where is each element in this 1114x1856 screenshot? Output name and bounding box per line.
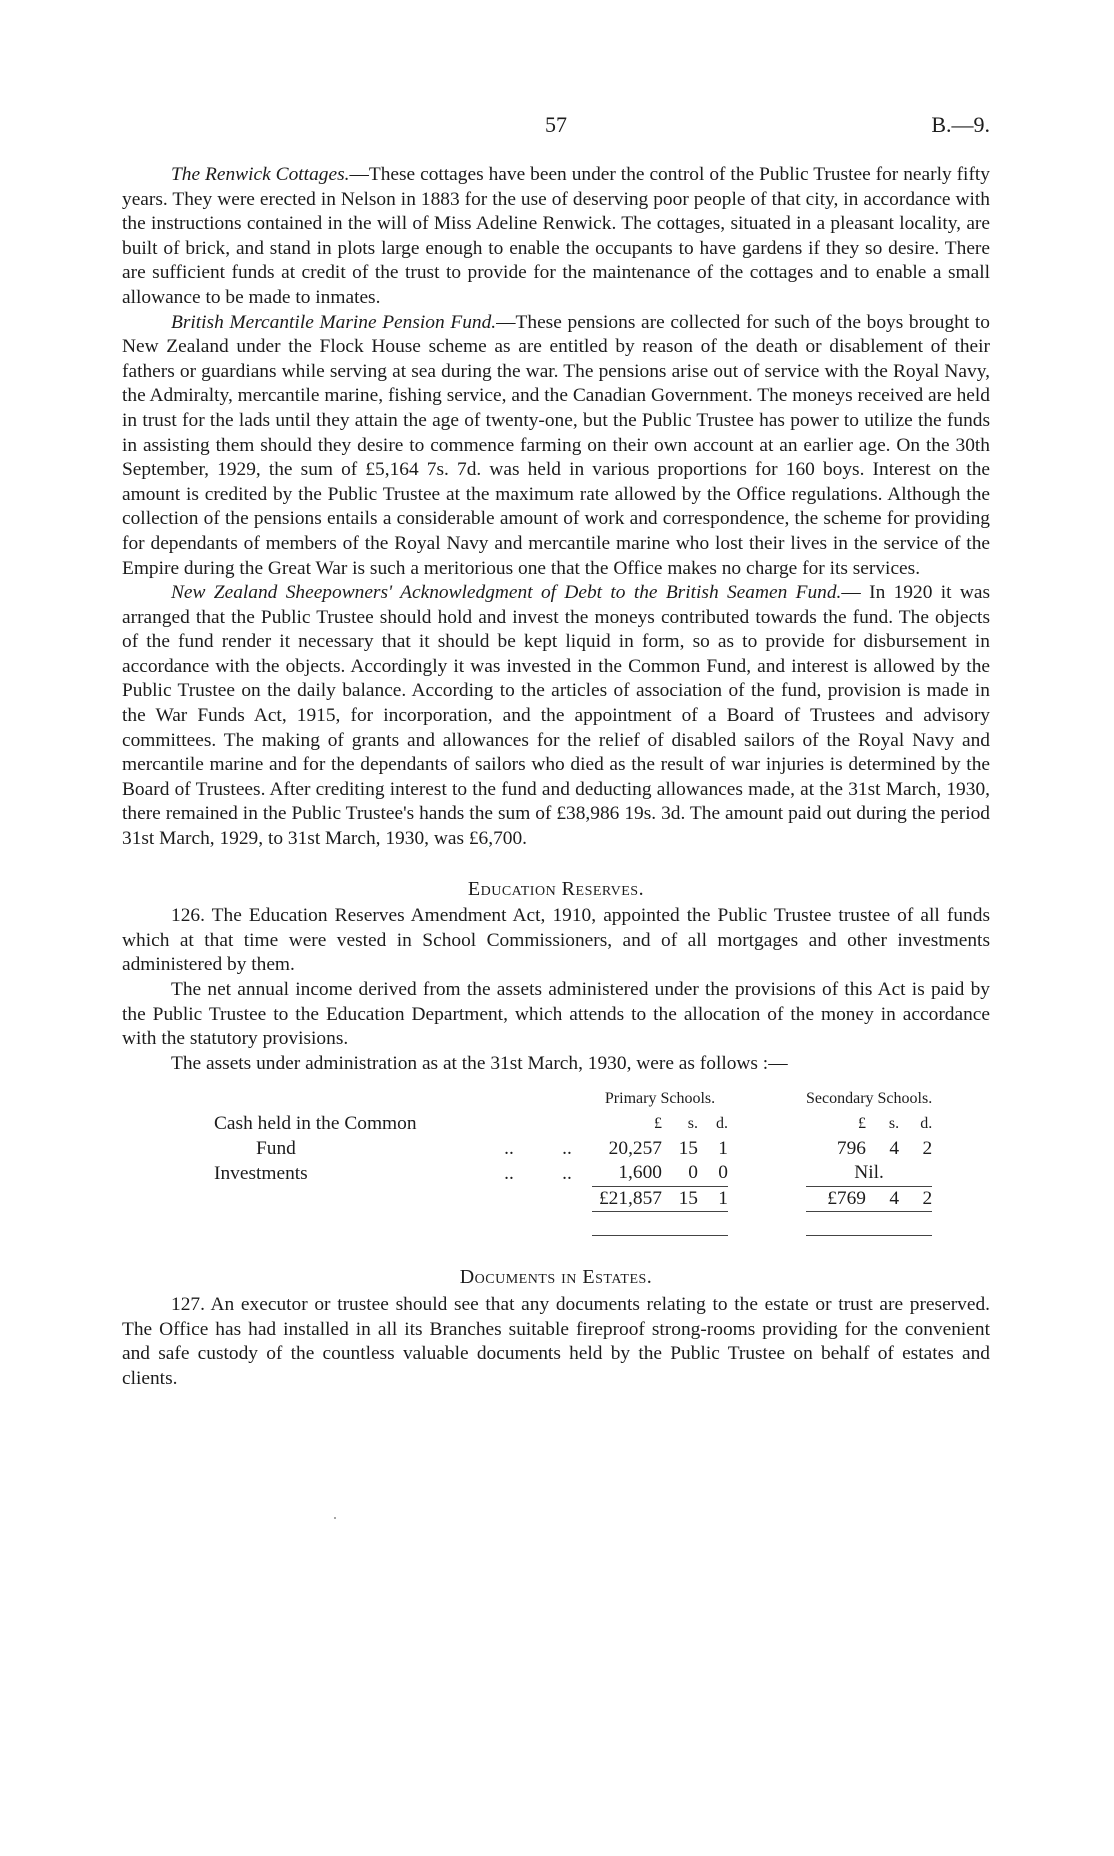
secondary-double-rule [806,1212,932,1236]
secondary-schools-header: Secondary Schools. [806,1090,933,1108]
paragraph-title: New Zealand Sheepowners' Acknowledgment of Debt to the British Seamen Fund. [171,582,842,604]
leader-dots: .. [504,1137,514,1159]
primary-schools-header: Primary Schools. [604,1090,716,1108]
unit-pounds: £ [654,1114,662,1132]
unit-shillings: s. [888,1114,900,1132]
primary-total-pence: 1 [698,1186,728,1212]
table-group-header-row [214,1087,932,1112]
row-label: Fund [256,1137,296,1159]
paragraph-text: — In 1920 it was arranged that the Public Trustee should hold and invest the moneys contributed towards the fund. The objects of the fund render it necessary that it should be kept liquid in form, so as to provide for disbursement in accordance with the objects. Accordingly it was invested in the Common Fund, and interest is allowed by the Public Trustee on the daily balance. According to the articles of association of the fund, provision is made in the War Funds Act, 1915, for incorporation, and the appointment of a Board of Trustees and advisory committees. The making of grants and allowances for the relief of disabled sailors of the Royal Navy and mercantile marine and for the dependants of sailors who died as the result of war injuries is determined by the Board of Trustees. After crediting interest to the fund and deducting allowances made, at the 31st March, 1930, there remained in the Public Trustee's hands the sum of £38,986 19s. 3d. The amount paid out during the period 31st March, 1929, to 31st March, 1930, was £6,700. [122,582,990,850]
secondary-total-shillings: 4 [866,1186,899,1212]
paragraph-sheepowners-fund [122,581,990,852]
section-heading-education-reserves: Education Reserves. [467,877,645,900]
paragraph-127: 127. An executor or trustee should see that any documents relating to the estate or trust are preserved. The Office has had installed in all its Branches suitable fireproof strong-rooms providing for the convenient and safe custody of the countless valuable documents held by the Public Trustee on behalf of estates and clients. [122,1293,990,1389]
table-row [214,1112,932,1137]
paragraph-mercantile-marine [122,311,990,582]
secondary-pence: 2 [922,1137,933,1159]
primary-total-pounds: £21,857 [592,1186,662,1212]
secondary-pounds: 796 [836,1137,866,1159]
section-heading-documents-in-estates: Documents in Estates. [459,1266,653,1289]
table-total-row [214,1186,932,1212]
unit-pounds: £ [857,1114,866,1132]
table-row [214,1137,932,1162]
leader-dots: .. [562,1137,572,1159]
leader-dots: .. [562,1162,572,1184]
page-number: 57 [545,112,567,137]
unit-pence: d. [920,1114,933,1132]
primary-shillings: 15 [678,1137,698,1159]
paragraph-renwick-cottages [122,163,990,311]
document-body [122,163,990,1391]
primary-pounds: 1,600 [618,1162,662,1184]
paragraph-assets-intro: The assets under administration as at the 31st March, 1930, were as follows :— [171,1052,788,1074]
unit-pence: d. [716,1114,728,1132]
assets-table [214,1087,932,1236]
stray-mark [334,1517,336,1519]
primary-shillings: 0 [688,1162,698,1184]
page-header [122,112,990,142]
primary-pounds: 20,257 [608,1137,662,1159]
primary-double-rule [592,1212,728,1236]
row-label: Cash held in the Common [214,1112,417,1134]
primary-pence: 0 [718,1162,728,1184]
double-rule-row [214,1212,932,1236]
primary-pence: 1 [718,1137,728,1159]
paragraph-126: 126. The Education Reserves Amendment Act, 1910, appointed the Public Trustee trustee of all funds which at that time were vested in School Commissioners, and of all mortgages and other investments administered by them. [122,905,990,976]
document-reference: B.—9. [931,112,990,137]
leader-dots: .. [504,1162,514,1184]
paragraph-text: —These cottages have been under the control of the Public Trustee for nearly fifty years. They were erected in Nelson in 1883 for the use of deserving poor people of that city, in accordance with the instructions contained in the will of Miss Adeline Renwick. The cottages, situated in a pleasant locality, are built of brick, and stand in plots large enough to enable the occupants to have gardens if they so desire. There are sufficient funds at credit of the trust to provide for the maintenance of the cottages and to enable a small allowance to be made to inmates. [122,164,990,308]
unit-shillings: s. [687,1114,698,1132]
row-label: Investments [214,1162,308,1184]
paragraph-income: The net annual income derived from the assets administered under the provisions of this Act is paid by the Public Trustee to the Education Department, which attends to the allocation of the money in accordance with the statutory provisions. [122,979,990,1050]
paragraph-title: The Renwick Cottages. [171,164,350,185]
paragraph-text: —These pensions are collected for such of the boys brought to New Zealand under the Flock House scheme as are entitled by reason of the death or disablement of their fathers or guardians while serving at sea during the war. The pensions arise out of service with the Royal Navy, the Admiralty, mercantile marine, fishing service, and the Canadian Government. The moneys received are held in trust for the lads until they attain the age of twenty-one, but the Public Trustee has power to utilize the funds in assisting them should they desire to commence farming on their own account at an earlier age. On the 30th September, 1929, the sum of £5,164 7s. 7d. was held in various proportions for 160 boys. Interest on the amount is credited by the Public Trustee at the maximum rate allowed by the Office regulations. Although the collection of the pensions entails a considerable amount of work and correspondence, the scheme for providing for dependants of members of the Royal Navy and mercantile marine who lost their lives in the service of the Empire during the Great War is such a meritorious one that the Office makes no charge for its services. [122,311,991,579]
secondary-total-pence: 2 [899,1186,932,1212]
secondary-shillings: 4 [889,1137,900,1159]
secondary-total-pounds: £769 [806,1186,866,1212]
paragraph-title: British Mercantile Marine Pension Fund. [171,311,497,333]
secondary-value: Nil. [854,1162,884,1184]
table-row [214,1161,932,1186]
primary-total-shillings: 15 [662,1186,698,1212]
